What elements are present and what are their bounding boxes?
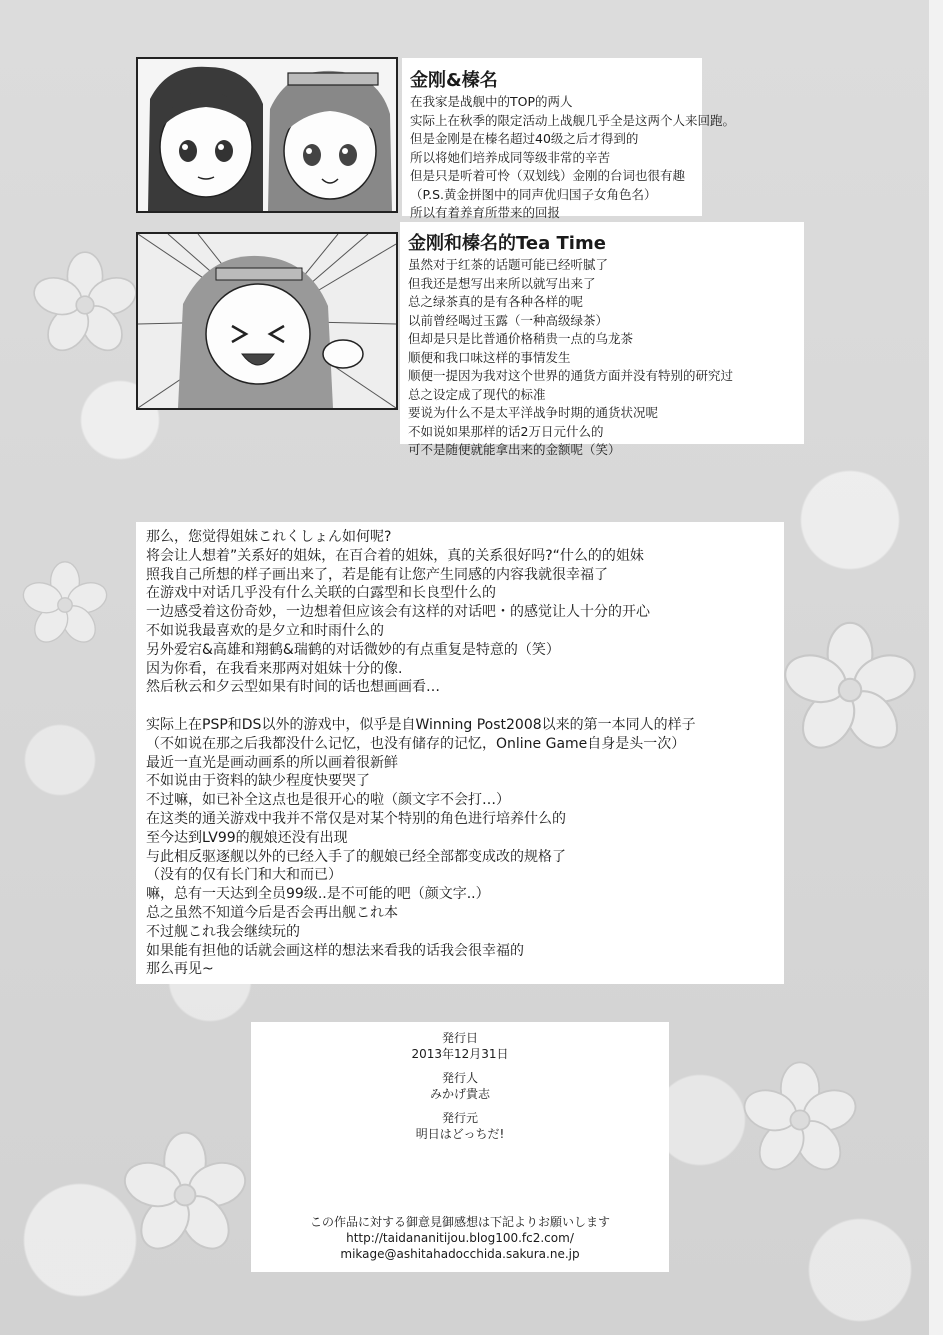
section1-line: （P.S.黄金拼图中的同声优归国子女角色名） xyxy=(410,186,657,202)
section1-line: 所以将她们培养成同等级非常的辛苦 xyxy=(410,149,611,165)
section1-title: 金刚&榛名 xyxy=(410,70,498,91)
essay-line: 因为你看，在我看来那两对姐妹十分的像. xyxy=(146,660,403,677)
section2-line: 不如说如果那样的话2万日元什么的 xyxy=(408,423,604,439)
essay-line: 另外爱宕&高雄和翔鹤&瑞鹤的对话微妙的有点重复是特意的（笑） xyxy=(146,641,560,658)
essay-line: 不如说我最喜欢的是夕立和时雨什么的 xyxy=(146,622,384,639)
section2-line: 要说为什么不是太平洋战争时期的通货状况呢 xyxy=(408,405,659,420)
sakura-flower-decoration xyxy=(20,560,110,650)
section2-line: 顺便一提因为我对这个世界的通货方面并没有特别的研究过 xyxy=(408,368,734,383)
issuer-name: 明日はどっちだ! xyxy=(415,1127,505,1141)
section2-line: 以前曾经喝过玉露（一种高级绿茶） xyxy=(408,312,609,328)
section2-line: 顺便和我口味这样的事情发生 xyxy=(408,349,571,365)
section1-line: 实际上在秋季的限定活动上战舰几乎全是这两个人来回跑。 xyxy=(410,112,736,128)
publisher-name: みかげ貴志 xyxy=(429,1087,490,1101)
essay-line: 一边感受着这份奇妙，一边想着但应该会有这样的对话吧・的感觉让人十分的开心 xyxy=(146,604,650,621)
essay-line: （没有的仅有长门和大和而已） xyxy=(146,867,342,884)
essay-line: 照我自己所想的样子画出来了，若是能有让您产生同感的内容我就很幸福了 xyxy=(146,566,608,583)
essay-line: 不过嘛，如已补全这点也是很开心的啦（颜文字不会打…） xyxy=(146,792,510,809)
essay-line: （不如说在那之后我都没什么记忆，也没有储存的记忆，Online Game自身是头一次） xyxy=(146,735,686,752)
section2-title: 金刚和榛名的Tea Time xyxy=(408,233,606,254)
essay-line: 在这类的通关游戏中我并不常仅是对某个特别的角色进行培养什么的 xyxy=(146,810,566,827)
section1-line: 在我家是战舰中的TOP的两人 xyxy=(410,94,573,109)
essay-line: 如果能有担他的话就会画这样的想法来看我的话我会很幸福的 xyxy=(146,942,524,959)
section2-line: 但却是只是比普通价格稍贵一点的乌龙茶 xyxy=(408,331,634,346)
sakura-flower-decoration xyxy=(780,620,920,760)
essay-line: 嘛，总有一天达到全员99级..是不可能的吧（颜文字..） xyxy=(146,886,490,903)
sakura-flower-decoration xyxy=(120,1130,250,1260)
blog-url-link[interactable]: http://taidananitijou.blog100.fc2.com/ xyxy=(346,1231,574,1245)
essay-line: 总之虽然不知道今后是否会再出舰これ本 xyxy=(146,904,398,921)
essay-body xyxy=(146,528,696,979)
page-edge xyxy=(929,0,943,1335)
contact-block xyxy=(251,1214,669,1262)
issue-date: 2013年12月31日 xyxy=(411,1047,509,1061)
section2-line: 但我还是想写出来所以就写出来了 xyxy=(408,275,596,291)
tea-time-illustration xyxy=(136,232,398,410)
issue-date-block xyxy=(251,1030,669,1062)
section1-body xyxy=(410,93,735,223)
essay-line: 最近一直光是画动画系的所以画着很新鲜 xyxy=(146,754,398,771)
section1-line: 但是金刚是在榛名超过40级之后才得到的 xyxy=(410,131,639,146)
section2-line: 可不是随便就能拿出来的金额呢（笑） xyxy=(408,442,621,457)
issuer-block xyxy=(251,1110,669,1142)
colophon xyxy=(251,1030,669,1150)
sakura-flower-decoration xyxy=(740,1060,860,1180)
essay-line: 那么，您觉得姐妹これくしょん如何呢? xyxy=(146,529,392,545)
section2-line: 总之绿茶真的是有各种各样的呢 xyxy=(408,294,584,309)
essay-line: 不如说由于资料的缺少程度快要哭了 xyxy=(146,773,370,790)
section2-line: 虽然对于红茶的话题可能已经听腻了 xyxy=(408,257,609,272)
kongou-haruna-illustration xyxy=(136,57,398,213)
essay-line: 与此相反驱逐舰以外的已经入手了的舰娘已经全部都变成改的规格了 xyxy=(146,848,566,865)
issuer-label: 発行元 xyxy=(441,1111,478,1125)
publisher-block xyxy=(251,1070,669,1102)
sakura-flower-decoration xyxy=(30,250,140,360)
essay-line: 至今达到LV99的舰娘还没有出现 xyxy=(146,829,348,846)
publisher-label: 発行人 xyxy=(441,1071,478,1085)
section1-line: 但是只是听着可怜（双划线）金刚的台词也很有趣 xyxy=(410,168,686,183)
essay-line: 在游戏中对话几乎没有什么关联的白露型和长良型什么的 xyxy=(146,585,496,602)
email-link[interactable]: mikage@ashitahadocchida.sakura.ne.jp xyxy=(340,1247,580,1261)
section2-line: 总之设定成了现代的标准 xyxy=(408,386,546,402)
essay-paragraph-gap xyxy=(146,697,696,716)
section2-body xyxy=(408,256,733,460)
section1-line: 所以有着养育所带来的回报 xyxy=(410,205,561,220)
essay-line: 那么再见~ xyxy=(146,961,214,978)
issue-date-label: 発行日 xyxy=(441,1031,478,1045)
essay-line: 不过舰これ我会继续玩的 xyxy=(146,923,300,940)
essay-line: 然后秋云和夕云型如果有时间的话也想画画看… xyxy=(146,679,440,696)
essay-line: 实际上在PSP和DS以外的游戏中，似乎是自Winning Post2008以来的第一本同人的样子 xyxy=(146,716,696,733)
essay-line: 将会让人想着”关系好的姐妹，在百合着的姐妹，真的关系很好吗?“什么的的姐妹 xyxy=(146,547,644,564)
feedback-note: この作品に対する御意見御感想は下記よりお願いします xyxy=(309,1215,610,1229)
